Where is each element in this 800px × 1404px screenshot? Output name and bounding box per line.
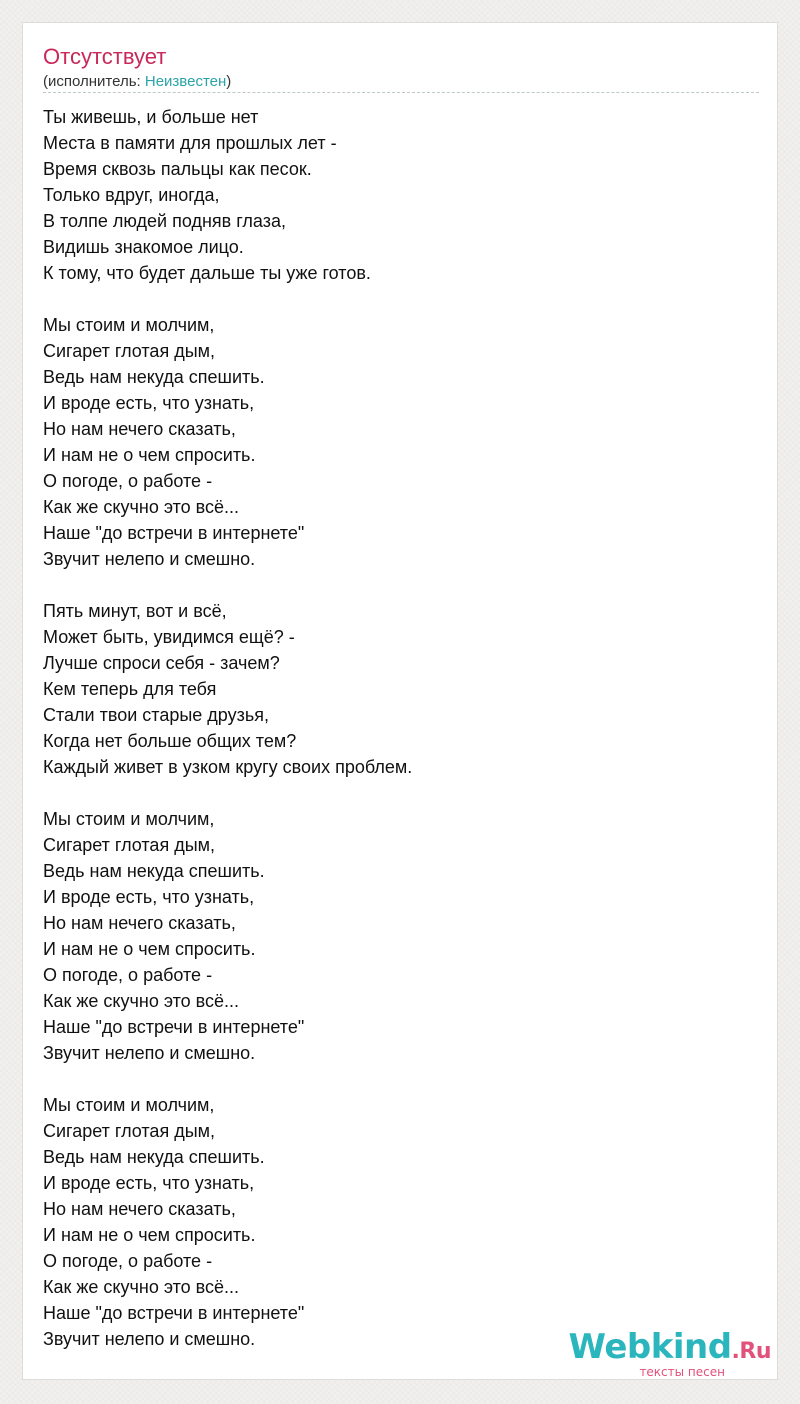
lyric-line: Ведь нам некуда спешить. (43, 861, 265, 881)
lyric-line: Сигарет глотая дым, (43, 835, 216, 855)
lyric-line: И вроде есть, что узнать, (43, 393, 255, 413)
artist-suffix: ) (226, 73, 232, 90)
lyric-line: Каждый живет в узком кругу своих проблем. (43, 757, 413, 777)
logo-main-text: Webkind (568, 1327, 732, 1367)
lyric-line: Только вдруг, иногда, (43, 185, 220, 205)
lyric-line: О погоде, о работе - (43, 965, 213, 985)
lyric-line: Сигарет глотая дым, (43, 1121, 216, 1141)
lyric-line: Пять минут, вот и всё, (43, 601, 227, 621)
lyric-line: Но нам нечего сказать, (43, 419, 236, 439)
lyric-line: И вроде есть, что узнать, (43, 1173, 255, 1193)
lyric-line: Может быть, увидимся ещё? - (43, 627, 295, 647)
lyrics-stanza (43, 312, 743, 572)
lyrics-card (22, 22, 778, 1380)
lyric-line: Мы стоим и молчим, (43, 1095, 215, 1115)
lyrics-stanza (43, 806, 743, 1066)
lyric-line: Мы стоим и молчим, (43, 315, 215, 335)
lyric-line: И нам не о чем спросить. (43, 445, 256, 465)
lyric-line: И вроде есть, что узнать, (43, 887, 255, 907)
lyric-line: Мы стоим и молчим, (43, 809, 215, 829)
lyrics-stanza (43, 1092, 743, 1352)
lyric-line: Сигарет глотая дым, (43, 341, 216, 361)
lyric-line: Наше "до встречи в интернете" (43, 1017, 305, 1037)
lyric-line: Время сквозь пальцы как песок. (43, 159, 312, 179)
lyric-line: Как же скучно это всё... (43, 991, 240, 1011)
lyric-line: Как же скучно это всё... (43, 1277, 240, 1297)
lyric-line: К тому, что будет дальше ты уже готов. (43, 263, 371, 283)
artist-prefix: (исполнитель: (43, 73, 145, 90)
artist-line (43, 73, 231, 91)
lyric-line: Но нам нечего сказать, (43, 913, 236, 933)
artist-link[interactable]: Неизвестен (144, 73, 227, 90)
lyric-line: Лучше спроси себя - зачем? (43, 653, 280, 673)
lyric-line: Места в памяти для прошлых лет - (43, 133, 337, 153)
logo-wordmark (569, 1329, 771, 1370)
lyric-line: Кем теперь для тебя (43, 679, 217, 699)
lyric-line: Когда нет больше общих тем? (43, 731, 297, 751)
lyric-line: Ведь нам некуда спешить. (43, 1147, 265, 1167)
logo-tagline: тексты песен (639, 1365, 725, 1379)
lyric-line: И нам не о чем спросить. (43, 1225, 256, 1245)
lyrics-stanza (43, 104, 743, 286)
lyric-line: И нам не о чем спросить. (43, 939, 256, 959)
lyric-line: Видишь знакомое лицо. (43, 237, 244, 257)
title-divider (43, 92, 759, 93)
lyric-line: О погоде, о работе - (43, 1251, 213, 1271)
lyric-line: В толпе людей подняв глаза, (43, 211, 286, 231)
lyric-line: Как же скучно это всё... (43, 497, 240, 517)
lyric-line: О погоде, о работе - (43, 471, 213, 491)
lyrics-stanza (43, 598, 743, 780)
lyric-line: Стали твои старые друзья, (43, 705, 269, 725)
lyric-line: Звучит нелепо и смешно. (43, 549, 256, 569)
lyric-line: Звучит нелепо и смешно. (43, 1043, 256, 1063)
lyric-line: Звучит нелепо и смешно. (43, 1329, 256, 1349)
lyric-line: Ты живешь, и больше нет (43, 107, 259, 127)
lyric-line: Ведь нам некуда спешить. (43, 367, 265, 387)
lyric-line: Наше "до встречи в интернете" (43, 523, 305, 543)
site-logo[interactable] (569, 1329, 771, 1378)
song-title: Отсутствует (43, 44, 167, 69)
lyrics-body (43, 104, 743, 1378)
lyric-line: Но нам нечего сказать, (43, 1199, 236, 1219)
lyric-line: Наше "до встречи в интернете" (43, 1303, 305, 1323)
logo-tld: .Ru (731, 1339, 771, 1364)
